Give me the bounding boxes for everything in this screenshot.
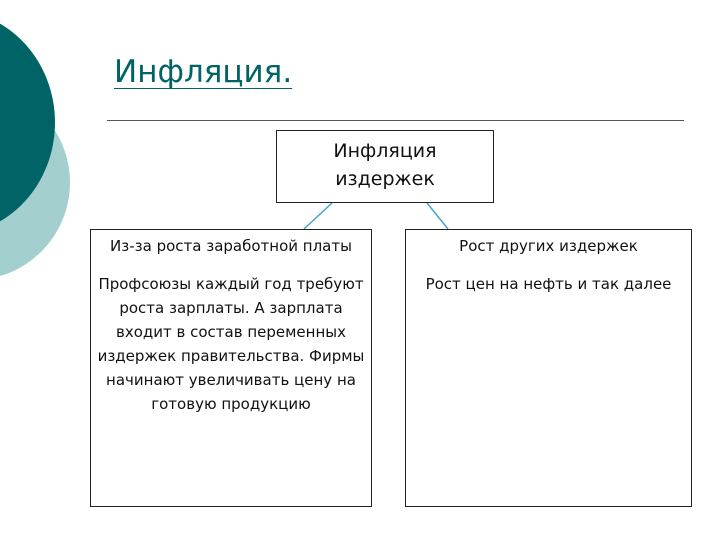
root-node-line2: издержек [335,168,435,190]
right-node-body: Рост цен на нефть и так далее [425,275,672,293]
right-node [405,229,692,507]
connector-left [304,203,332,229]
left-node [90,229,372,507]
left-node-body: Профсоюзы каждый год требуют роста зарплаты. А зарплата входит в состав переменных издержек правительства. Фирмы начинают увеличивать цену на готовую продукцию [97,275,365,413]
right-node-heading: Рост других издержек [459,237,638,255]
root-node-line1: Инфляция [333,140,437,162]
slide-title: Инфляция. [114,54,293,90]
left-node-heading: Из-за роста заработной платы [110,237,352,255]
root-node [276,130,494,203]
connector-right [427,203,448,229]
